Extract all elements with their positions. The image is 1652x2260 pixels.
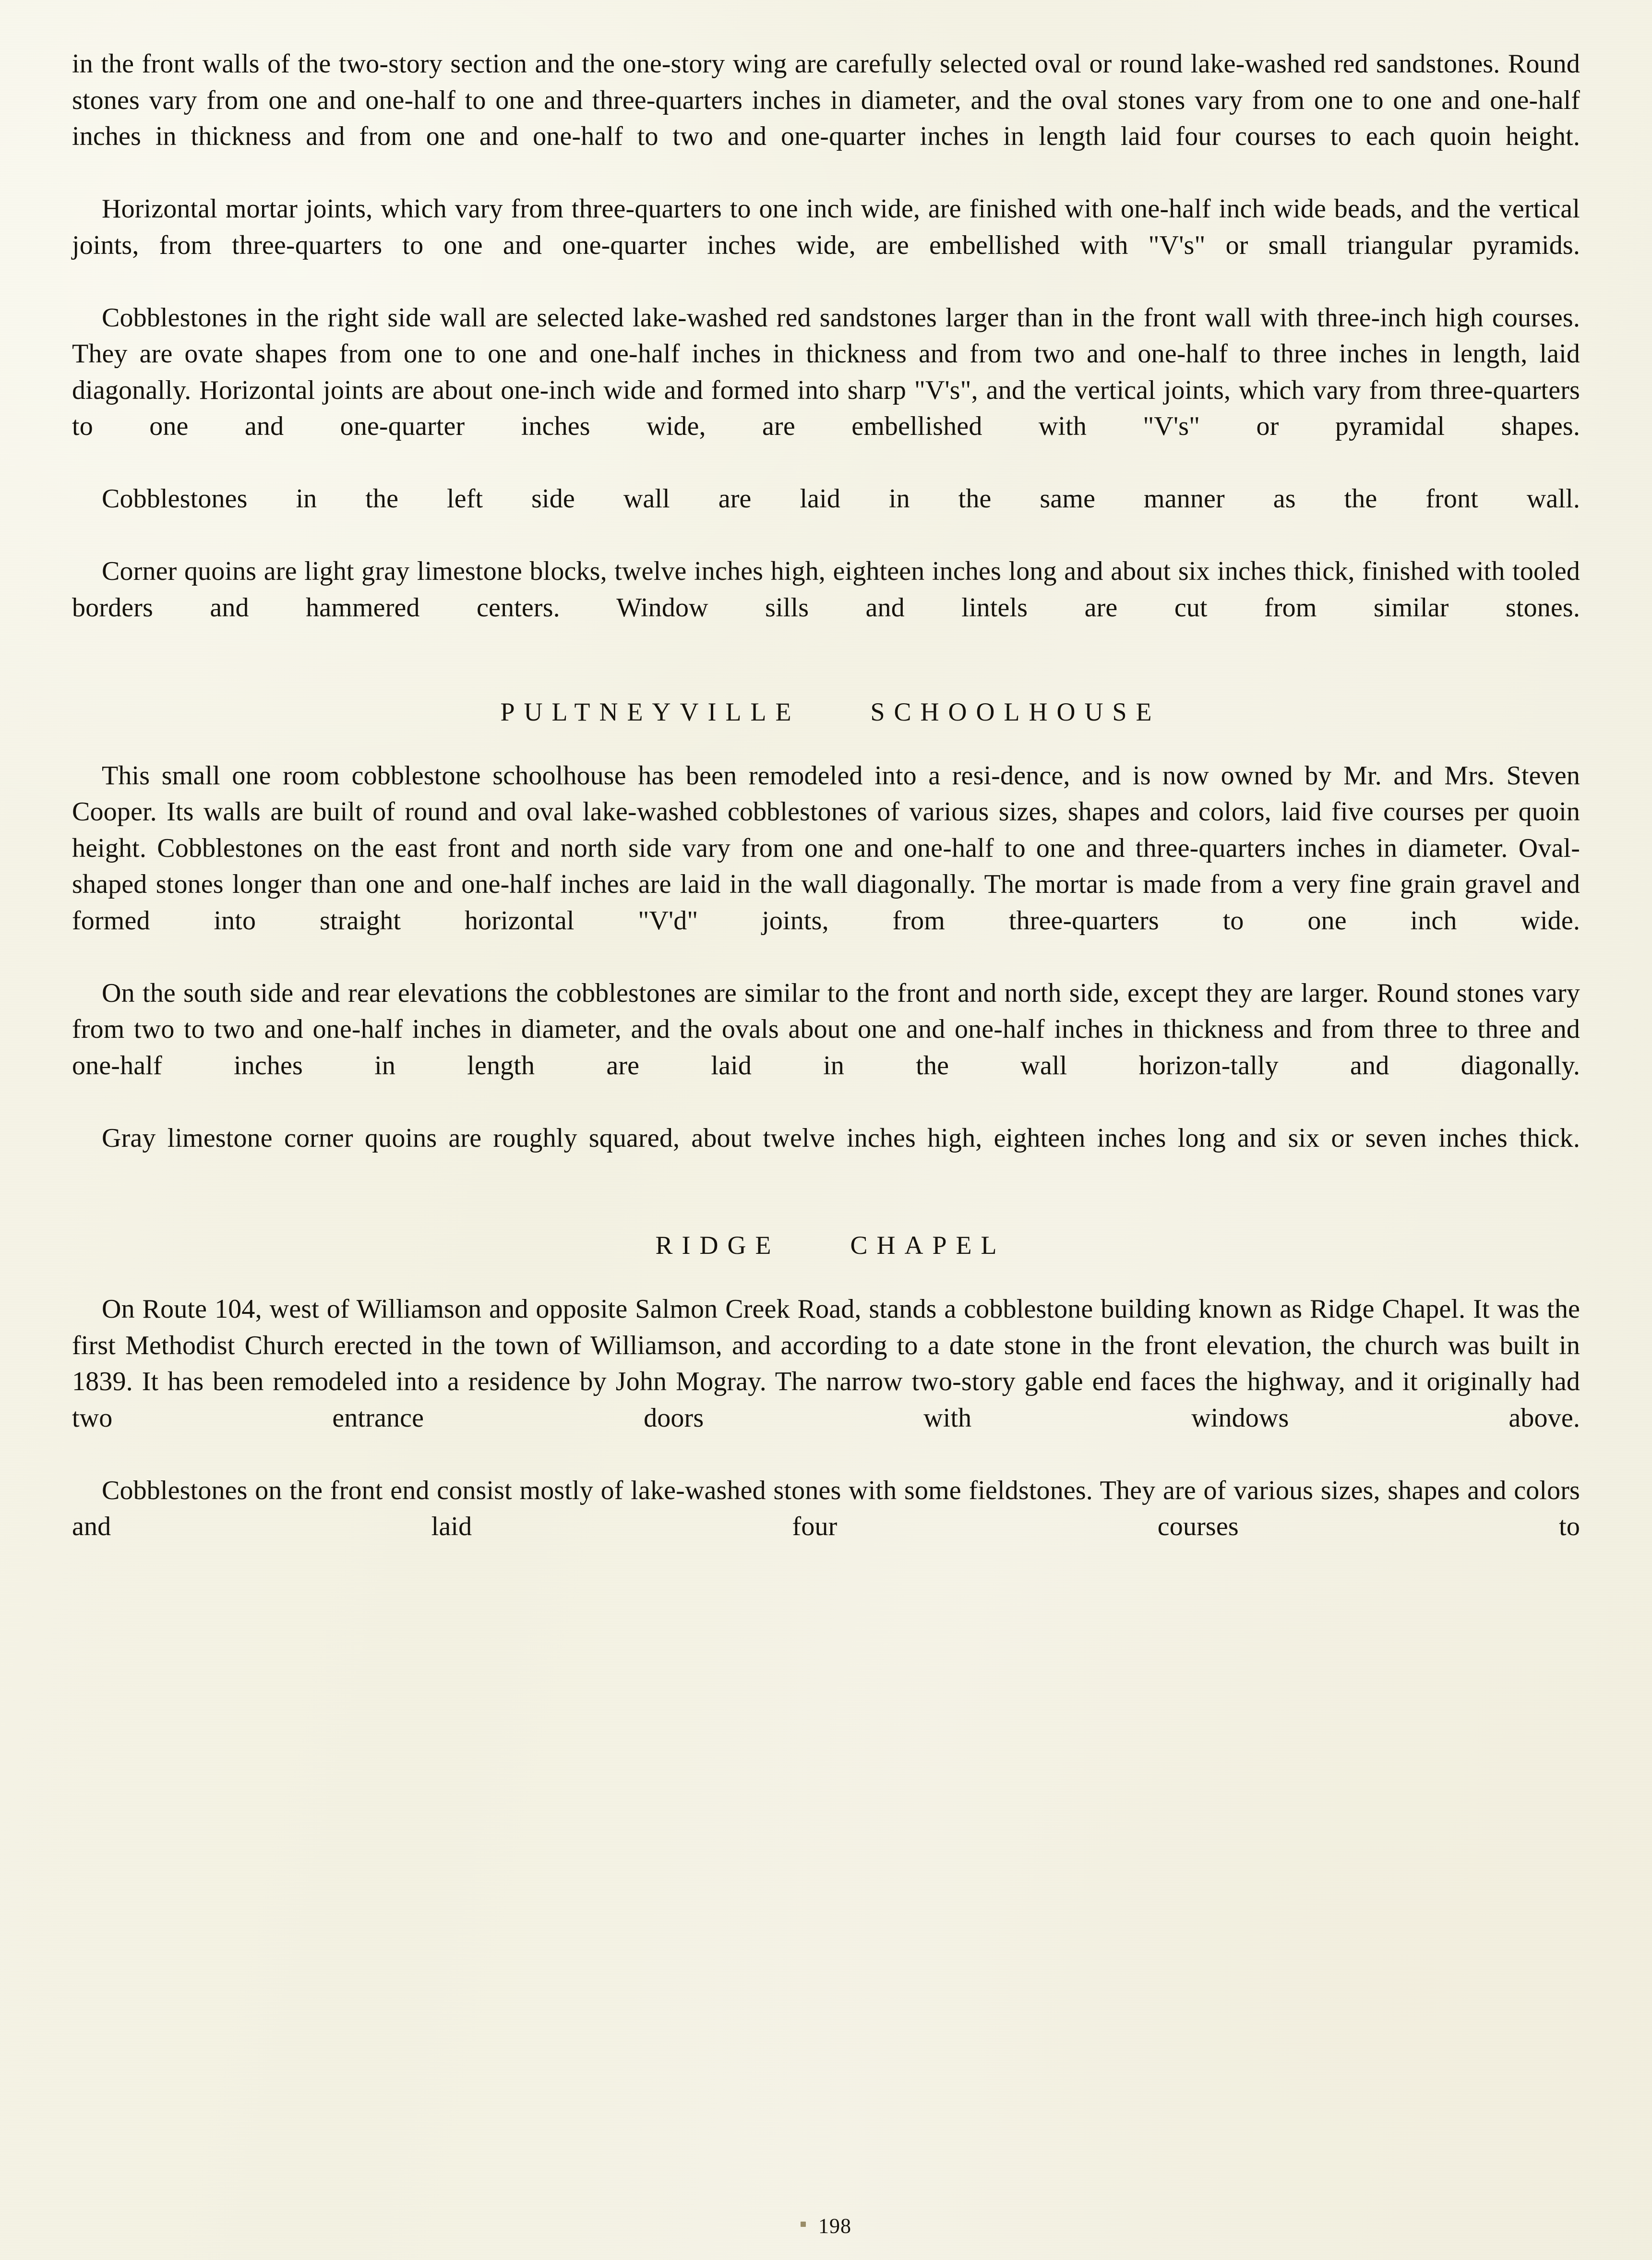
- page-text-block: [72, 46, 1580, 1581]
- section-heading-pultneyville-schoolhouse: PULTNEYVILLE SCHOOLHOUSE: [500, 697, 1161, 726]
- paragraph-ridge-chapel-cobblestones: Cobblestones on the front end consist mostly of lake-washed stones with some fieldstones. They are of various sizes, shapes and colors and laid four courses to: [72, 1475, 1580, 1542]
- spacer-before-ridge-chapel-heading: [72, 1193, 1580, 1231]
- spacer-before-pultneyville-heading: [72, 662, 1580, 698]
- page-number: 198: [818, 2214, 851, 2237]
- folio-mark-icon: [801, 2222, 806, 2227]
- section-heading-ridge-chapel: RIDGE CHAPEL: [655, 1230, 1006, 1260]
- paragraph-ridge-chapel-history: On Route 104, west of Williamson and opposite Salmon Creek Road, stands a cobblestone building known as Ridge Chapel. It was the first Methodist Church erected in the town of Williamson, and according to a date stone in the front elevation, the church was built in 1839. It has been remodeled into a residence by John Mogray. The narrow two-story gable end faces the highway, and it originally had two entrance doors with windows above.: [72, 1294, 1580, 1433]
- paragraph-continued: in the front walls of the two-story section and the one-story wing are carefully selected oval or round lake-washed red sandstones. Round stones vary from one and one-half to one and three-quarters inches in diameter, and the oval stones vary from one to one and one-half inches in thickness and from one and one-half to two and one-quarter inches in length laid four courses to each quoin height.: [72, 49, 1580, 151]
- paragraph-corner-quoins: Corner quoins are light gray limestone blocks, twelve inches high, eighteen inches long and about six inches thick, finished with tooled borders and hammered centers. Window sills and lintels are cut from similar stones.: [72, 556, 1580, 623]
- paragraph-schoolhouse-description: This small one room cobblestone schoolhouse has been remodeled into a resi-dence, and is now owned by Mr. and Mrs. Steven Cooper. Its walls are built of round and oval lake-washed cobblestones of various sizes, shapes and colors, laid five courses per quoin height. Cobblestones on the east front and north side vary from one and one-half to one and three-quarters inches in diameter. Oval-shaped stones longer than one and one-half inches are laid in the wall diagonally. The mortar is made from a very fine grain gravel and formed into straight horizontal "V'd" joints, from three-quarters to one inch wide.: [72, 760, 1580, 936]
- paragraph-right-side-wall: Cobblestones in the right side wall are selected lake-washed red sandstones larger than in the front wall with three-inch high courses. They are ovate shapes from one to one and one-half inches in thickness and from two and one-half to three inches in length, laid diagonally. Horizontal joints are about one-inch wide and formed into sharp "V's", and the vertical joints, which vary from three-quarters to one and one-quarter inches wide, are embellished with "V's" or pyramidal shapes.: [72, 302, 1580, 441]
- paragraph-schoolhouse-quoins: Gray limestone corner quoins are roughly squared, about twelve inches high, eighteen inches long and six or seven inches thick.: [102, 1123, 1580, 1153]
- paragraph-schoolhouse-south-side: On the south side and rear elevations the cobblestones are similar to the front and north side, except they are larger. Round stones vary from two to two and one-half inches in diameter, and the ovals about one and one-half inches in thickness and from three to three and one-half inches in length are laid in the wall horizon-tally and diagonally.: [72, 978, 1580, 1081]
- spacer-after-ridge-chapel-heading: [72, 1260, 1580, 1291]
- page-footer-folio: [0, 2212, 1652, 2238]
- paragraph-horizontal-mortar-joints: Horizontal mortar joints, which vary from three-quarters to one inch wide, are finished with one-half inch wide beads, and the vertical joints, from three-quarters to one and one-quarter inches wide, are embellished with "V's" or small triangular pyramids.: [72, 194, 1580, 260]
- paragraph-left-side-wall: Cobblestones in the left side wall are laid in the same manner as the front wall.: [102, 484, 1580, 514]
- spacer-after-pultneyville-heading: [72, 726, 1580, 758]
